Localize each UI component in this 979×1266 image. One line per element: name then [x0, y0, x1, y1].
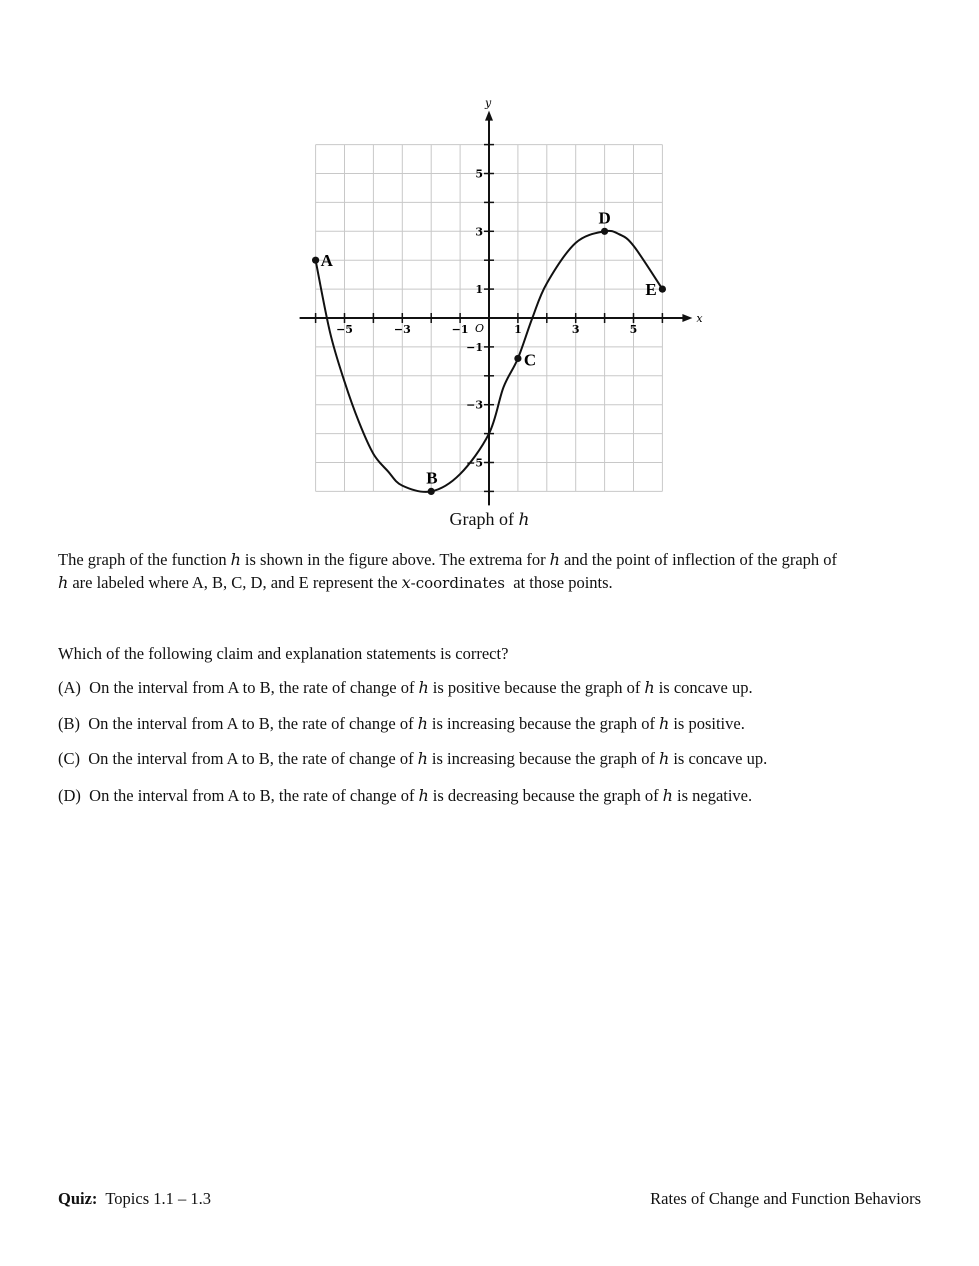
choice-text: is negative.: [676, 786, 753, 805]
point-c-label: C: [523, 350, 537, 370]
choice-text: On the interval from A to B, the rate of change of: [89, 786, 415, 805]
choice-text: is positive because the graph of: [432, 678, 641, 697]
y-tick-label: 1: [475, 283, 483, 297]
choice-var: h: [659, 714, 670, 733]
footer-topics: Topics 1.1 – 1.3: [105, 1189, 212, 1208]
choice-letter: (A): [58, 678, 81, 697]
choice-text: is increasing because the graph of: [431, 714, 656, 733]
graph-caption: [0, 509, 979, 530]
intro-var-h: h: [230, 550, 241, 569]
point-b-label: B: [426, 468, 438, 488]
point-b-marker: [428, 488, 435, 495]
intro-var-h: h: [549, 550, 560, 569]
point-d-marker: [601, 228, 608, 235]
x-tick-label: 1: [514, 323, 522, 336]
caption-text: Graph of: [449, 509, 515, 529]
y-tick-label: −3: [466, 398, 483, 412]
choice-text: On the interval from A to B, the rate of change of: [89, 678, 415, 697]
choice-var: h: [659, 749, 670, 768]
choice-b[interactable]: [58, 714, 745, 734]
choice-text: is concave up.: [658, 678, 753, 697]
footer-left: [58, 1189, 211, 1209]
intro-paragraph: [58, 548, 928, 595]
choice-var: h: [418, 786, 429, 805]
choice-text: is decreasing because the graph of: [432, 786, 659, 805]
x-tick-label: 5: [629, 323, 638, 336]
point-e-label: E: [645, 280, 657, 300]
x-tick-label: −5: [336, 323, 353, 336]
question-text: Which of the following claim and explanation statements is correct?: [58, 644, 509, 663]
choice-text: is increasing because the graph of: [431, 749, 656, 768]
x-tick-label: −1: [451, 323, 469, 336]
y-axis-arrow-icon: [485, 111, 493, 121]
x-tick-label: 3: [571, 323, 580, 336]
choice-var: h: [662, 786, 673, 805]
intro-var-x: x: [401, 573, 411, 592]
function-graph: [296, 98, 716, 508]
y-tick-label: 3: [475, 225, 483, 239]
choice-c[interactable]: [58, 749, 767, 769]
y-tick-label: 5: [475, 167, 483, 181]
x-axis-arrow-icon: [682, 314, 692, 322]
x-axis-label: x: [696, 312, 703, 325]
point-c-marker: [514, 355, 521, 362]
choice-letter: (D): [58, 786, 81, 805]
y-tick-label: −1: [466, 340, 483, 354]
choice-var: h: [418, 678, 429, 697]
choice-text: On the interval from A to B, the rate of change of: [88, 714, 414, 733]
intro-text-6: at those points.: [513, 573, 613, 592]
point-d-label: D: [598, 208, 611, 228]
choice-letter: (C): [58, 749, 80, 768]
choice-text: On the interval from A to B, the rate of change of: [88, 749, 414, 768]
choice-letter: (B): [58, 714, 80, 733]
origin-label: O: [475, 322, 485, 335]
footer-right: Rates of Change and Function Behaviors: [650, 1189, 921, 1208]
intro-text-4: are labeled where A, B, C, D, and E represent the: [72, 573, 398, 592]
intro-text-2: is shown in the figure above. The extrema for: [244, 550, 546, 569]
axes: [300, 98, 704, 505]
point-a-label: A: [320, 251, 333, 271]
caption-var: h: [518, 510, 530, 530]
point-a-marker: [312, 257, 319, 264]
choice-a[interactable]: [58, 678, 753, 698]
x-tick-label: −3: [393, 323, 411, 336]
intro-var-h: h: [58, 573, 69, 592]
y-tick-label: −5: [466, 456, 483, 470]
y-axis-label: y: [485, 98, 492, 110]
point-e-marker: [659, 286, 666, 293]
intro-text-5: -coordinates: [410, 574, 505, 592]
choice-text: is positive.: [673, 714, 745, 733]
intro-text-1: The graph of the function: [58, 550, 227, 569]
choice-d[interactable]: [58, 786, 752, 806]
choice-var: h: [417, 749, 428, 768]
choice-var: h: [644, 678, 655, 697]
choice-var: h: [417, 714, 428, 733]
quiz-label: Quiz:: [58, 1189, 98, 1208]
choice-text: is concave up.: [673, 749, 768, 768]
intro-text-3: and the point of inflection of the graph of: [563, 550, 838, 569]
